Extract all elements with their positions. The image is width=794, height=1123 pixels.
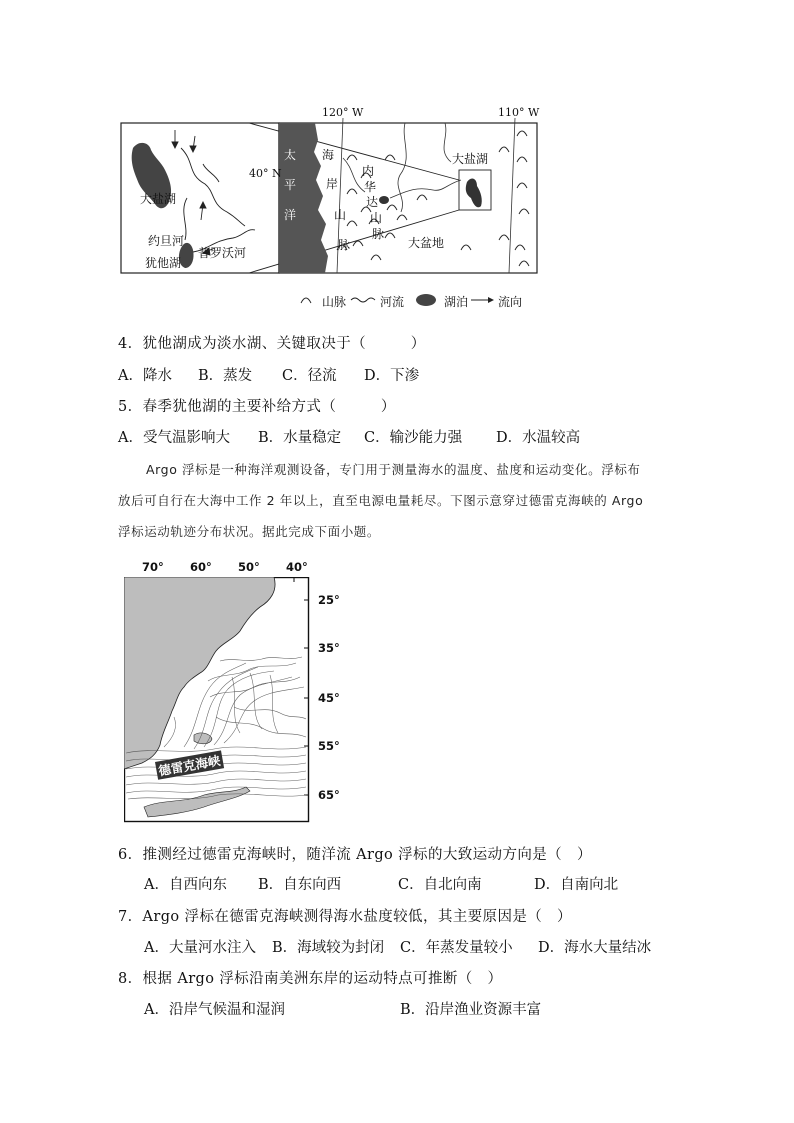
great-basin-map [115,100,545,315]
drake-passage-label: 德雷克海峡 [155,750,224,779]
inset-great-salt-lake-label: 大盐湖 [140,192,177,206]
sierra-char-5: 脉 [372,227,385,241]
legend-river-icon [351,298,375,302]
ocean-char-2: 平 [284,178,297,192]
sierra-char-3: 达 [366,195,379,209]
lon-70-label: 70° [142,560,164,574]
q7-option-a[interactable]: A．大量河水注入 [144,940,256,956]
q4-option-b[interactable]: B．蒸发 [198,368,253,384]
sierra-char-4: 山 [370,211,383,225]
q6-option-d[interactable]: D．自南向北 [534,877,619,893]
sierra-char-1: 内 [362,164,375,178]
passage-line-3: 浮标运动轨迹分布状况。据此完成下面小题。 [118,524,381,539]
argo-passage [118,454,678,547]
legend-lake-icon [416,294,436,306]
lat-65-label: 65° [318,788,340,802]
coast-range-char-3: 山 [334,208,347,222]
ocean-char-1: 太 [284,148,297,162]
lat-45-label: 45° [318,691,340,705]
q6-option-a[interactable]: A．自西向东 [144,877,227,893]
lon-40-label: 40° [286,560,308,574]
q4-option-a[interactable]: A．降水 [118,368,172,384]
coast-range-char-2: 岸 [326,177,339,191]
q5-option-b[interactable]: B．水量稳定 [258,430,342,446]
question-8-stem: 8．根据 Argo 浮标沿南美洲东岸的运动特点可推断（ ） [118,971,503,987]
lat-55-label: 55° [318,739,340,753]
q7-option-d[interactable]: D．海水大量结冰 [538,940,652,956]
lon-60-label: 60° [190,560,212,574]
q5-option-d[interactable]: D．水温较高 [496,430,581,446]
passage-line-1: Argo 浮标是一种海洋观测设备，专门用于测量海水的温度、盐度和运动变化。浮标布 [146,462,641,477]
q7-option-c[interactable]: C．年蒸发量较小 [400,940,513,956]
inset-utah-lake-label: 犹他湖 [145,256,182,270]
legend-lake-label: 湖泊 [444,295,469,309]
lon-50-label: 50° [238,560,260,574]
sierra-char-2: 华 [364,180,377,194]
legend-mountain-icon [301,298,311,303]
question-7-stem: 7．Argo 浮标在德雷克海峡测得海水盐度较低，其主要原因是（ ） [118,909,572,925]
lat-40n-label: 40° N [249,167,282,180]
q5-option-a[interactable]: A．受气温影响大 [118,430,230,446]
q8-option-a[interactable]: A．沿岸气候温和湿润 [144,1002,285,1018]
drake-passage-map [124,577,310,823]
ocean-char-3: 洋 [284,208,297,222]
coast-range-char-4: 脉 [338,238,351,252]
lon-120w-label: 120° W [322,106,364,119]
q4-option-c[interactable]: C．径流 [282,368,337,384]
q4-option-d[interactable]: D．下渗 [364,368,420,384]
inset-provo-river-label: 普罗沃河 [198,246,247,260]
legend-mountain-label: 山脉 [322,295,347,309]
question-5-stem: 5．春季犹他湖的主要补给方式（ ） [118,399,396,415]
question-4-stem: 4．犹他湖成为淡水湖、关键取决于（ ） [118,336,426,352]
legend-river-label: 河流 [380,295,405,309]
q6-option-c[interactable]: C．自北向南 [398,877,482,893]
passage-line-2: 放后可自行在大海中工作 2 年以上，直至电源电量耗尽。下图示意穿过德雷克海峡的 Argo [118,493,644,508]
q8-option-b[interactable]: B．沿岸渔业资源丰富 [400,1002,542,1018]
inset-jordan-river-label: 约旦河 [148,234,185,248]
q5-option-c[interactable]: C．输沙能力强 [364,430,463,446]
lat-25-label: 25° [318,593,340,607]
lat-35-label: 35° [318,641,340,655]
great-basin-label: 大盆地 [408,236,445,250]
legend-flow-label: 流向 [498,295,523,309]
great-salt-lake-label: 大盐湖 [452,152,489,166]
question-6-stem: 6．推测经过德雷克海峡时，随洋流 Argo 浮标的大致运动方向是（ ） [118,847,592,863]
q7-option-b[interactable]: B．海域较为封闭 [272,940,385,956]
q6-option-b[interactable]: B．自东向西 [258,877,342,893]
lon-110w-label: 110° W [498,106,540,119]
coast-range-char-1: 海 [322,148,335,162]
